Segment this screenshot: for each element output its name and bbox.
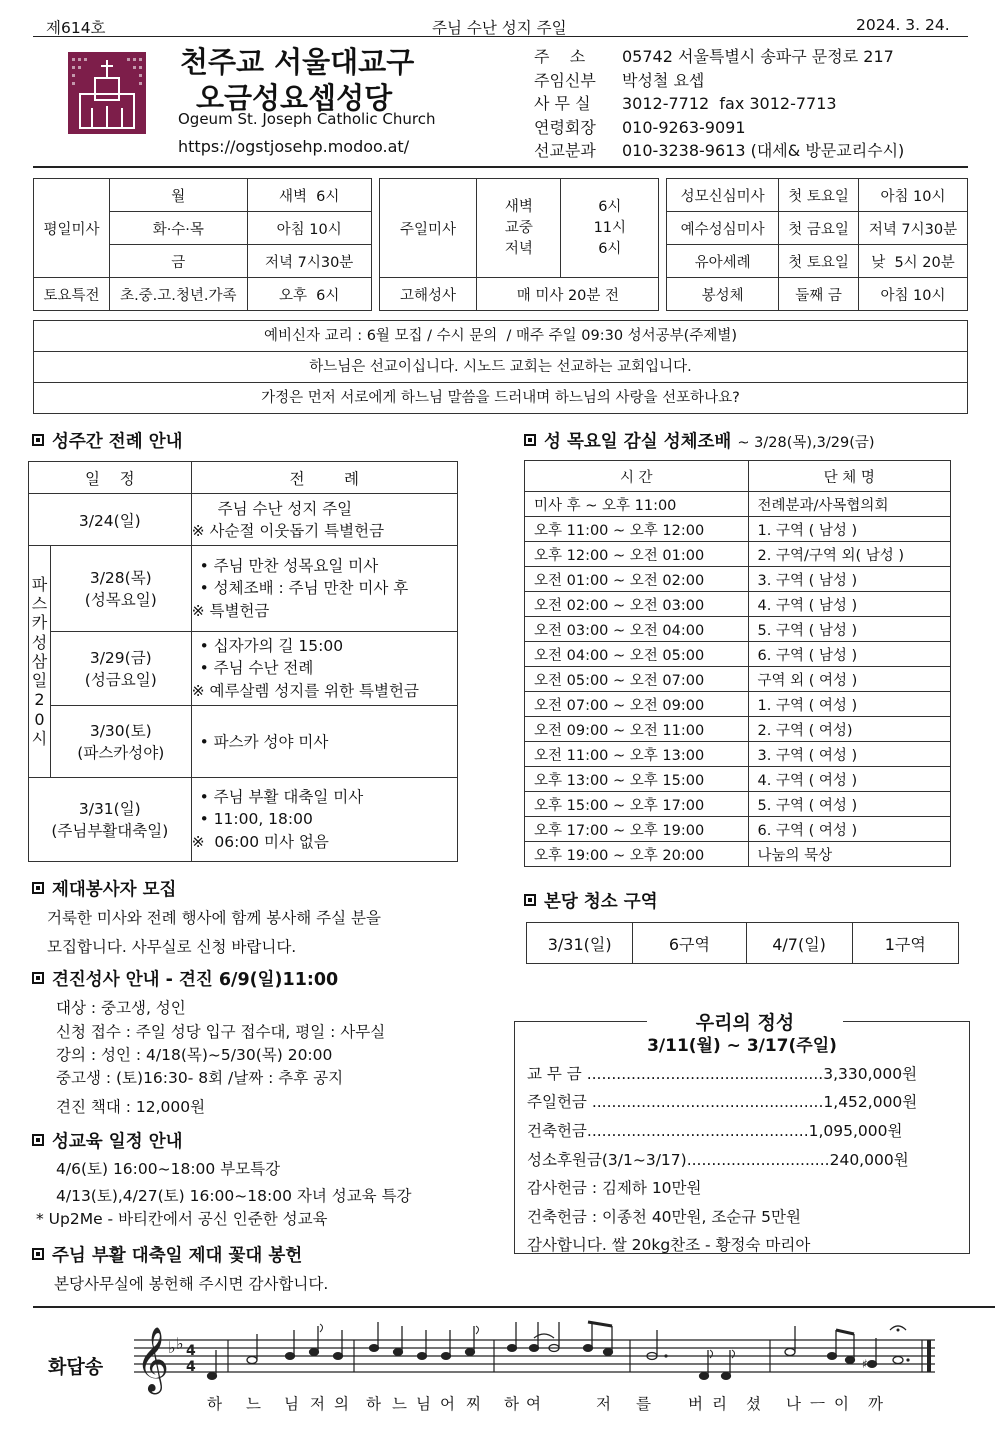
adoration-group: 5. 구역 ( 여성 )	[748, 792, 951, 817]
adoration-time: 오후 11:00 ~ 오후 12:00	[525, 517, 749, 542]
confession-time: 매 미사 20분 전	[477, 278, 659, 311]
special-mass-day: 첫 금요일	[779, 212, 859, 245]
lyric-syllable: 버	[688, 1395, 703, 1413]
adoration-group: 3. 구역 ( 여성 )	[748, 742, 951, 767]
lyric-syllable: 님	[284, 1395, 299, 1413]
lyric-syllable: 이	[834, 1395, 849, 1413]
section-bullet-icon	[32, 434, 44, 446]
cleaning-cell: 3/31(일)	[527, 923, 633, 964]
confirmation-title: 견진성사 안내 - 견진 6/9(일)11:00	[32, 966, 338, 991]
adoration-title: 성 목요일 감실 성체조배 ~ 3/28(목),3/29(금)	[524, 428, 875, 453]
svg-text:♭: ♭	[168, 1338, 176, 1357]
info-value: 010-9263-9091	[622, 117, 746, 137]
special-mass-name: 성모신심미사	[667, 179, 779, 212]
adoration-table	[524, 460, 951, 867]
col-date-header: 일 정	[29, 462, 192, 494]
sunday-name: 주님 수난 성지 주일	[432, 19, 567, 37]
cleaning-title: 본당 청소 구역	[524, 888, 658, 913]
weekday-mass-label: 평일미사	[34, 179, 110, 278]
lyric-syllable: 하	[207, 1395, 222, 1413]
sex-ed-line: 4/13(토),4/27(토) 16:00~18:00 자녀 성교육 특강	[56, 1187, 412, 1205]
parish-name: 오금성요셉성당	[196, 81, 393, 115]
week-date: 3/24(일)	[29, 494, 192, 546]
psalm-label: 화답송	[48, 1356, 104, 1378]
adoration-time: 미사 후 ~ 오후 11:00	[525, 492, 749, 517]
col-group-header: 단 체 명	[748, 461, 951, 492]
sex-ed-line: 4/6(토) 16:00~18:00 부모특강	[56, 1160, 281, 1178]
lyric-syllable: 를	[636, 1395, 651, 1413]
saturday-mass-label: 토요특전	[34, 278, 110, 311]
adoration-group: 나눔의 묵상	[748, 842, 951, 867]
adoration-time: 오전 07:00 ~ 오전 09:00	[525, 692, 749, 717]
adoration-group: 4. 구역 ( 남성 )	[748, 592, 951, 617]
special-mass-name: 예수성심미사	[667, 212, 779, 245]
week-liturgy: • 십자가의 길 15:00 • 주님 수난 전례 ※ 예루살렘 성지를 위한 특별헌금	[191, 632, 457, 706]
adoration-group: 2. 구역 ( 여성)	[748, 717, 951, 742]
week-liturgy: • 주님 부활 대축일 미사 • 11:00, 18:00 ※ 06:00 미사 없음	[191, 778, 457, 862]
confirmation-line: 강의 : 성인 : 4/18(목)~5/30(목) 20:00	[56, 1046, 333, 1064]
adoration-group: 6. 구역 ( 남성 )	[748, 642, 951, 667]
svg-text:♯: ♯	[862, 1357, 868, 1371]
offering-item: 성소후원금(3/1~3/17).............................240,000원	[527, 1151, 909, 1169]
mass-time: 아침 10시	[247, 212, 371, 245]
lyric-syllable: 어	[440, 1395, 455, 1413]
adoration-time: 오후 13:00 ~ 오후 15:00	[525, 767, 749, 792]
info-value: 박성철 요셉	[622, 70, 705, 90]
offering-note: 건축헌금 : 이종천 40만원, 조순규 5만원	[527, 1208, 801, 1226]
contact-info	[534, 44, 904, 162]
adoration-time: 오전 03:00 ~ 오전 04:00	[525, 617, 749, 642]
notice-box	[33, 320, 968, 414]
sunday-mass-times: 6시 11시 6시	[561, 179, 659, 278]
adoration-group: 3. 구역 ( 남성 )	[748, 567, 951, 592]
notice-line: 가정은 먼저 서로에게 하느님 말씀을 드러내며 하느님의 사랑을 선포하나요?	[33, 383, 968, 414]
cleaning-table	[526, 922, 959, 964]
section-bullet-icon	[32, 972, 44, 984]
communion-day: 둘째 금	[779, 278, 859, 311]
adoration-time: 오후 12:00 ~ 오전 01:00	[525, 542, 749, 567]
adoration-time: 오전 05:00 ~ 오전 07:00	[525, 667, 749, 692]
week-liturgy: • 파스카 성야 미사	[191, 706, 457, 778]
issue-date: 2024. 3. 24.	[856, 16, 950, 34]
flowers-title: 주님 부활 대축일 제대 꽃대 봉헌	[32, 1242, 302, 1267]
mass-day: 금	[109, 245, 247, 278]
week-liturgy: • 주님 만찬 성목요일 미사 • 성체조배 : 주님 만찬 미사 후 ※ 특별헌금	[191, 546, 457, 632]
confirmation-line: 견진 책대 : 12,000원	[56, 1098, 206, 1116]
section-bullet-icon	[32, 882, 44, 894]
offering-item: 주일헌금 ...............................................1,452,000원	[527, 1093, 918, 1111]
section-bullet-icon	[524, 894, 536, 906]
cleaning-cell: 4/7(일)	[746, 923, 852, 964]
sunday-mass-names: 새벽 교중 저녁	[477, 179, 561, 278]
confirmation-line: 대상 : 중고생, 성인	[56, 999, 186, 1017]
special-mass-name: 유아세례	[667, 245, 779, 278]
offering-title: 우리의 정성	[647, 1008, 843, 1036]
offering-period: 3/11(월) ~ 3/17(주일)	[647, 1036, 837, 1056]
offering-box	[514, 1012, 970, 1254]
notice-line: 하느님은 선교이십니다. 시노드 교회는 선교하는 교회입니다.	[33, 352, 968, 383]
week-date: 3/30(토) (파스카성야)	[50, 706, 191, 778]
lyric-syllable: 여	[526, 1395, 541, 1413]
adoration-group: 1. 구역 ( 여성 )	[748, 692, 951, 717]
lyric-syllable: ㅡ	[810, 1395, 825, 1413]
week-liturgy: 주님 수난 성지 주일 ※ 사순절 이웃돕기 특별헌금	[191, 494, 457, 546]
special-mass-time: 아침 10시	[858, 179, 967, 212]
lyric-syllable: 님	[416, 1395, 431, 1413]
special-mass-time: 낮 5시 20분	[858, 245, 967, 278]
sunday-mass-label: 주일미사	[379, 179, 477, 278]
col-time-header: 시 간	[525, 461, 749, 492]
confirmation-line: 신청 접수 : 주일 성당 입구 접수대, 평일 : 사무실	[56, 1023, 386, 1041]
offering-note: 감사합니다. 쌀 20kg찬조 - 황정숙 마리아	[527, 1236, 811, 1254]
lyric-syllable: 느	[246, 1395, 261, 1413]
adoration-time: 오전 09:00 ~ 오전 11:00	[525, 717, 749, 742]
org-name: 천주교 서울대교구	[180, 45, 415, 79]
adoration-group: 4. 구역 ( 여성 )	[748, 767, 951, 792]
section-bullet-icon	[524, 434, 536, 446]
lyric-syllable: 찌	[466, 1395, 481, 1413]
confession-label: 고해성사	[379, 278, 477, 311]
section-bullet-icon	[32, 1134, 44, 1146]
parish-name-en: Ogeum St. Joseph Catholic Church	[178, 110, 436, 128]
notice-line: 예비신자 교리 : 6월 모집 / 수시 문의 / 매주 주일 09:30 성서공부(주제별)	[33, 320, 968, 352]
lyric-syllable: 하	[366, 1395, 381, 1413]
mass-time: 새벽 6시	[247, 179, 371, 212]
info-label: 주 소	[534, 47, 586, 66]
saturday-mass-target: 초.중.고.청년.가족	[109, 278, 247, 311]
adoration-group: 6. 구역 ( 여성 )	[748, 817, 951, 842]
adoration-time: 오후 15:00 ~ 오후 17:00	[525, 792, 749, 817]
saturday-mass-time: 오후 6시	[247, 278, 371, 311]
issue-number: 제614호	[46, 19, 106, 37]
sex-ed-line: * Up2Me - 바티칸에서 공신 인준한 성교육	[36, 1210, 328, 1228]
triduum-vertical-label: 파 스 카 성 삼 일 2 0 시	[29, 546, 51, 778]
info-label: 선교분과	[534, 141, 596, 160]
sex-ed-title: 성교육 일정 안내	[32, 1128, 183, 1153]
mass-schedule-table	[33, 178, 968, 311]
offering-note: 감사헌금 : 김제하 10만원	[527, 1179, 702, 1197]
mass-time: 저녁 7시30분	[247, 245, 371, 278]
special-mass-day: 첫 토요일	[779, 245, 859, 278]
svg-text:♭: ♭	[176, 1334, 184, 1353]
lyric-syllable: 의	[334, 1395, 349, 1413]
altar-server-title: 제대봉사자 모집	[32, 876, 176, 901]
lyric-syllable: 리	[712, 1395, 727, 1413]
holy-week-table	[28, 461, 458, 862]
lyric-syllable: 나	[786, 1395, 801, 1413]
adoration-group: 2. 구역/구역 외( 남성 )	[748, 542, 951, 567]
adoration-time: 오전 11:00 ~ 오후 13:00	[525, 742, 749, 767]
adoration-group: 전례분과/사목협의회	[748, 492, 951, 517]
confirmation-line: 중고생 : (토)16:30- 8회 /날짜 : 추후 공지	[56, 1069, 344, 1087]
week-date: 3/31(일) (주님부활대축일)	[29, 778, 192, 862]
week-date: 3/29(금) (성금요일)	[50, 632, 191, 706]
lyric-syllable: 저	[310, 1395, 325, 1413]
svg-text:4: 4	[186, 1359, 196, 1375]
lyric-syllable: 까	[868, 1395, 883, 1413]
parish-url[interactable]: https://ogstjosehp.modoo.at/	[178, 137, 410, 156]
offering-item: 교 무 금 ................................................3,330,000원	[527, 1065, 918, 1083]
parish-logo	[68, 52, 146, 134]
adoration-time: 오전 02:00 ~ 오전 03:00	[525, 592, 749, 617]
week-date: 3/28(목) (성목요일)	[50, 546, 191, 632]
info-label: 주임신부	[534, 70, 596, 90]
svg-text:𝄞: 𝄞	[136, 1327, 170, 1392]
psalm-lyrics	[0, 1392, 998, 1416]
holy-week-title: 성주간 전례 안내	[32, 428, 183, 453]
communion-time: 아침 10시	[858, 278, 967, 311]
lyric-syllable: 셨	[746, 1395, 761, 1413]
info-label: 연령회장	[534, 117, 596, 137]
lyric-syllable: 하	[504, 1395, 519, 1413]
info-label: 사 무 실	[534, 94, 591, 113]
offering-item: 건축헌금.............................................1,095,000원	[527, 1122, 903, 1140]
flowers-line: 본당사무실에 봉헌해 주시면 감사합니다.	[54, 1275, 329, 1293]
mass-day: 화·수·목	[109, 212, 247, 245]
info-value: 05742 서울특별시 송파구 문정로 217	[622, 47, 894, 66]
special-mass-day: 첫 토요일	[779, 179, 859, 212]
communion-label: 봉성체	[667, 278, 779, 311]
info-value: 010-3238-9613 (대세& 방문교리수시)	[622, 141, 905, 160]
section-bullet-icon	[32, 1248, 44, 1260]
cleaning-cell: 1구역	[852, 923, 958, 964]
adoration-group: 구역 외 ( 여성 )	[748, 667, 951, 692]
adoration-time: 오전 01:00 ~ 오전 02:00	[525, 567, 749, 592]
svg-text:4: 4	[186, 1343, 196, 1359]
altar-server-line: 모집합니다. 사무실로 신청 바랍니다.	[47, 938, 297, 956]
adoration-time: 오후 19:00 ~ 오후 20:00	[525, 842, 749, 867]
adoration-group: 1. 구역 ( 남성 )	[748, 517, 951, 542]
info-value: 3012-7712 fax 3012-7713	[622, 94, 837, 113]
adoration-time: 오전 04:00 ~ 오전 05:00	[525, 642, 749, 667]
col-liturgy-header: 전 례	[191, 462, 457, 494]
altar-server-line: 거룩한 미사와 전례 행사에 함께 봉사해 주실 분을	[47, 909, 381, 927]
mass-day: 월	[109, 179, 247, 212]
cleaning-cell: 6구역	[633, 923, 746, 964]
special-mass-time: 저녁 7시30분	[858, 212, 967, 245]
adoration-group: 5. 구역 ( 남성 )	[748, 617, 951, 642]
lyric-syllable: 느	[392, 1395, 407, 1413]
lyric-syllable: 저	[596, 1395, 611, 1413]
adoration-time: 오후 17:00 ~ 오후 19:00	[525, 817, 749, 842]
